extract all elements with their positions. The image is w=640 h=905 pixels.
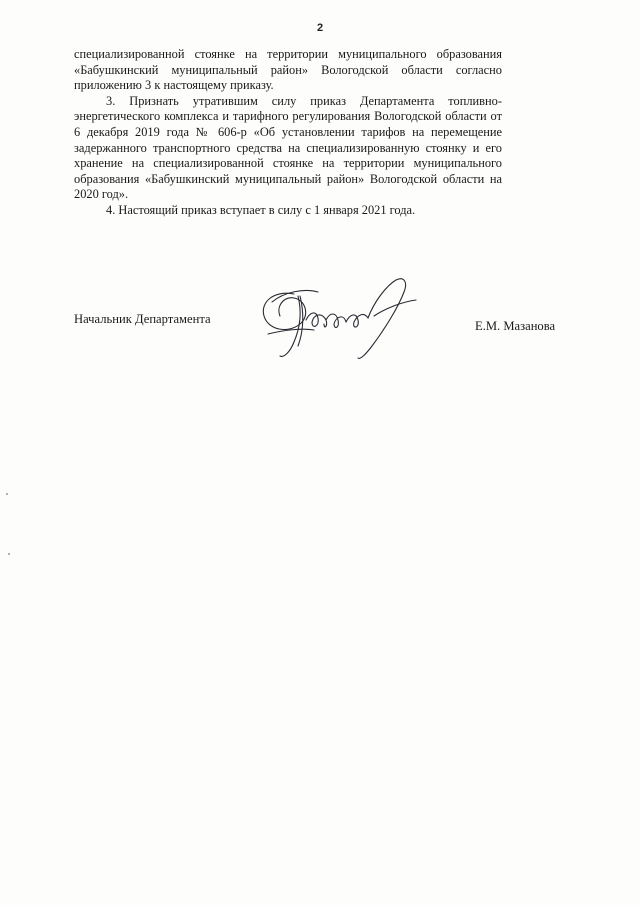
- signature-block: [74, 272, 574, 372]
- handwritten-signature: [254, 272, 434, 372]
- paragraph-item-3: 3. Признать утратившим силу приказ Департамента топливно-энергетического комплекса и тарифного регулирования Вологодской области от 6 декабря 2019 года № 606-р «Об установлении тарифов на перемещение задержанного транспортного средства на специализированную стоянку и его хранение на специализированной стоянке на территории муниципального образования «Бабушкинский муниципальный район» Вологодской области на 2020 год».: [74, 93, 502, 202]
- scan-speck: [8, 553, 10, 555]
- document-body: [74, 47, 502, 219]
- scan-speck: [6, 493, 8, 495]
- page-number: 2: [316, 22, 324, 34]
- signer-title: Начальник Департамента: [74, 312, 211, 326]
- paragraph-continuation: специализированной стоянке на территории муниципального образования «Бабушкинский муниципальный район» Вологодской области согласно приложению 3 к настоящему приказу.: [74, 47, 502, 93]
- signer-name: Е.М. Мазанова: [475, 319, 556, 333]
- paragraph-item-4: 4. Настоящий приказ вступает в силу с 1 января 2021 года.: [106, 202, 416, 217]
